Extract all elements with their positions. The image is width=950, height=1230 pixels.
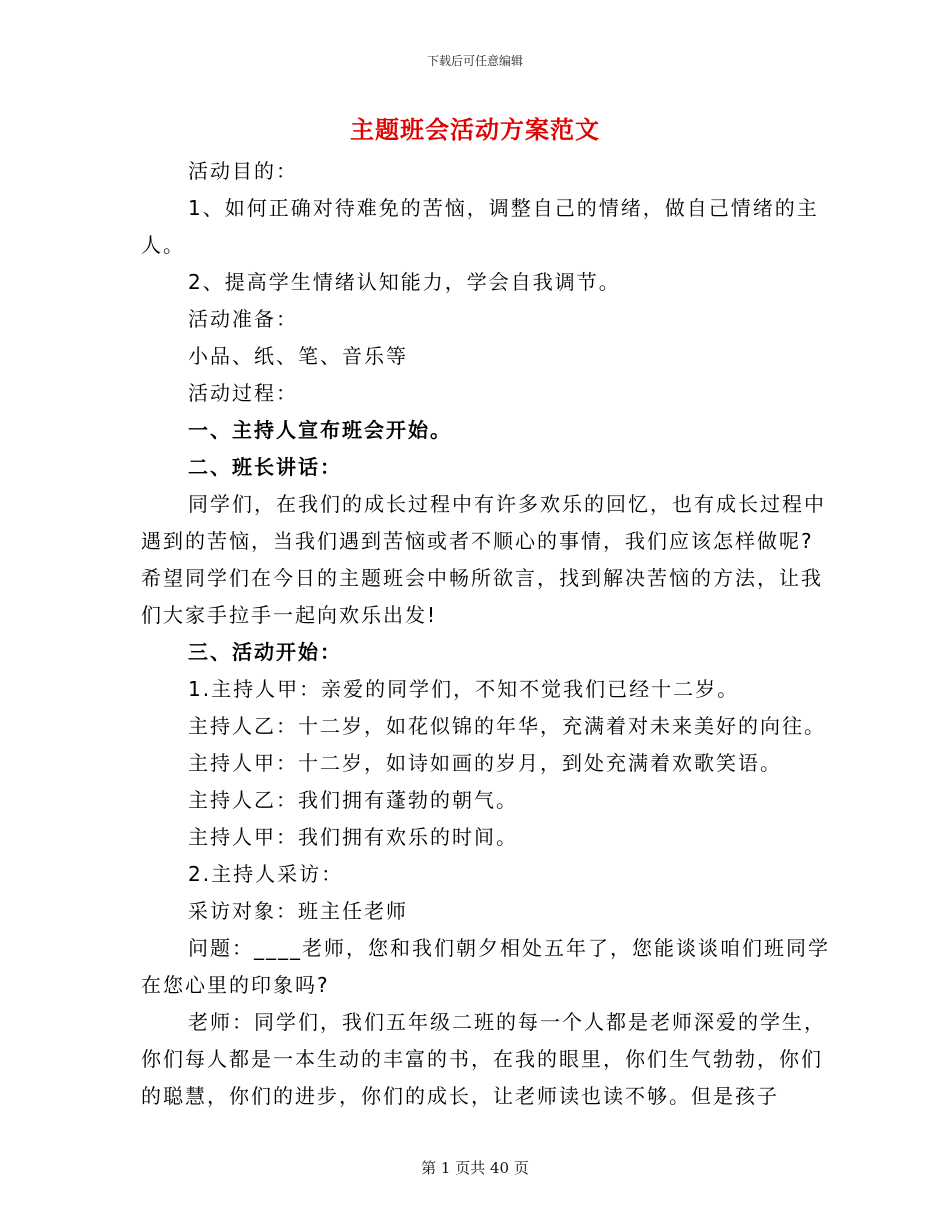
page-footer: 第 1 页共 40 页	[421, 1159, 529, 1177]
paragraph-dialogue-5: 主持人甲：我们拥有欢乐的时间。	[188, 825, 518, 849]
paragraph-dialogue-3: 主持人甲：十二岁，如诗如画的岁月，到处充满着欢歌笑语。	[188, 751, 782, 775]
section-heading-1: 一、主持人宣布班会开始。	[188, 418, 452, 442]
paragraph-dialogue-4: 主持人乙：我们拥有蓬勃的朝气。	[188, 788, 518, 812]
paragraph-purpose-2: 2、提高学生情绪认知能力，学会自我调节。	[188, 270, 621, 294]
paragraph-dialogue-1: 1.主持人甲：亲爱的同学们，不知不觉我们已经十二岁。	[188, 677, 740, 701]
paragraph-interview-question: 问题：____老师，您和我们朝夕相处五年了，您能谈谈咱们班同学在您心里的印象吗?	[141, 936, 830, 997]
section-heading-3: 三、活动开始：	[188, 640, 342, 664]
paragraph-preparation-items: 小品、纸、笔、音乐等	[188, 344, 408, 368]
paragraph-process-heading: 活动过程：	[188, 381, 298, 405]
paragraph-dialogue-2: 主持人乙：十二岁，如花似锦的年华，充满着对未来美好的向往。	[188, 714, 826, 738]
page-header: 下载后可任意编辑	[426, 54, 523, 68]
paragraph-purpose-heading: 活动目的：	[188, 159, 298, 183]
paragraph-teacher-answer: 老师：同学们，我们五年级二班的每一个人都是老师深爱的学生，你们每人都是一本生动的丰富的书，在我的眼里，你们生气勃勃，你们的聪慧，你们的进步，你们的成长，让老师读也读不够。但是孩子	[141, 1010, 826, 1108]
document-title: 主题班会活动方案范文	[350, 116, 600, 144]
section-heading-2: 二、班长讲话：	[188, 455, 342, 479]
paragraph-preparation-heading: 活动准备：	[188, 307, 298, 331]
paragraph-interview-heading: 2.主持人采访：	[188, 862, 344, 886]
paragraph-purpose-1: 1、如何正确对待难免的苦恼，调整自己的情绪，做自己情绪的主人。	[141, 196, 819, 257]
paragraph-monitor-speech: 同学们，在我们的成长过程中有许多欢乐的回忆，也有成长过程中遇到的苦恼，当我们遇到苦恼或者不顺心的事情，我们应该怎样做呢?希望同学们在今日的主题班会中畅所欲言，找到解决苦恼的方法，让我们大家手拉手一起向欢乐出发!	[141, 492, 826, 627]
paragraph-interview-target: 采访对象：班主任老师	[188, 899, 408, 923]
document-body	[141, 153, 831, 1115]
